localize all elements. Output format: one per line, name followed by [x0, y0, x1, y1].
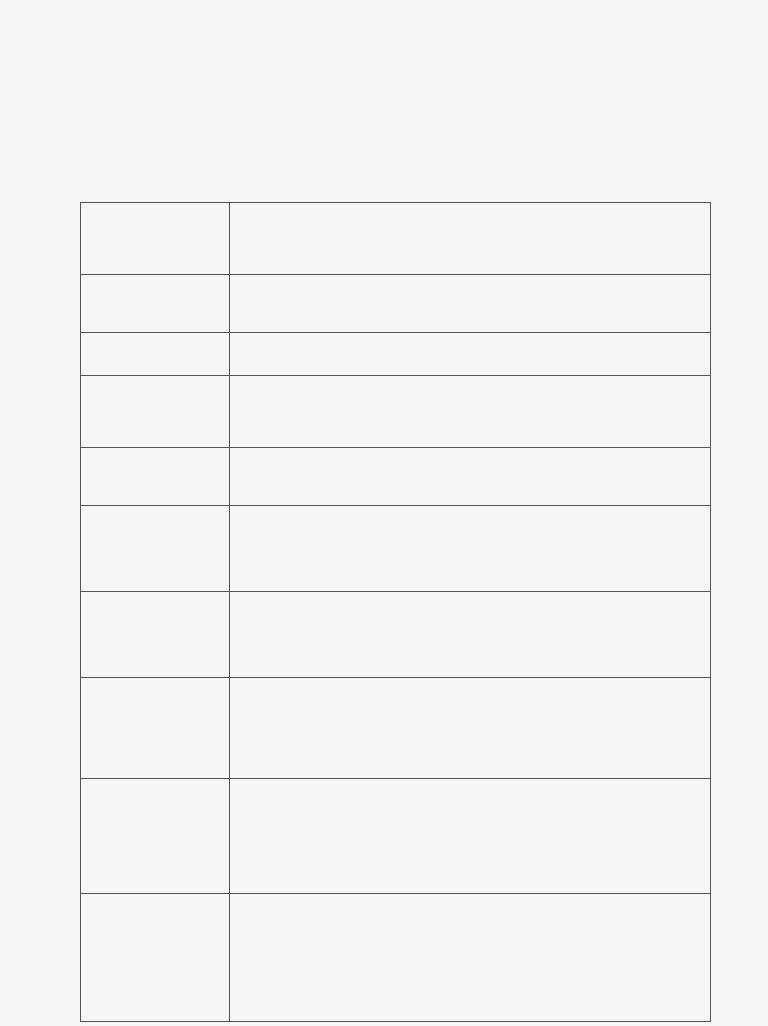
question-cell	[81, 376, 230, 448]
answer-cell[interactable]	[230, 376, 711, 448]
table-row	[81, 448, 711, 506]
question-cell	[81, 506, 230, 592]
answer-cell[interactable]	[230, 448, 711, 506]
question-cell	[81, 203, 230, 275]
question-cell	[81, 333, 230, 376]
star-border-top	[26, 6, 758, 26]
table-row	[81, 894, 711, 1022]
question-cell	[81, 779, 230, 894]
table-row	[81, 592, 711, 678]
table-row	[81, 678, 711, 779]
question-cell	[81, 678, 230, 779]
answer-cell[interactable]	[230, 506, 711, 592]
answer-cell[interactable]	[230, 333, 711, 376]
table-row	[81, 203, 711, 275]
table-row	[81, 506, 711, 592]
answer-cell[interactable]	[230, 678, 711, 779]
answer-cell[interactable]	[230, 275, 711, 333]
star-border-left	[26, 26, 46, 1006]
question-cell	[81, 592, 230, 678]
answer-cell[interactable]	[230, 203, 711, 275]
answer-cell[interactable]	[230, 894, 711, 1022]
question-cell	[81, 448, 230, 506]
question-cell	[81, 894, 230, 1022]
answer-cell[interactable]	[230, 592, 711, 678]
table-row	[81, 333, 711, 376]
table-row	[81, 376, 711, 448]
answer-cell[interactable]	[230, 779, 711, 894]
question-cell	[81, 275, 230, 333]
table-row	[81, 275, 711, 333]
star-border-right	[738, 26, 758, 1006]
table-row	[81, 779, 711, 894]
worksheet-table	[80, 202, 711, 1022]
